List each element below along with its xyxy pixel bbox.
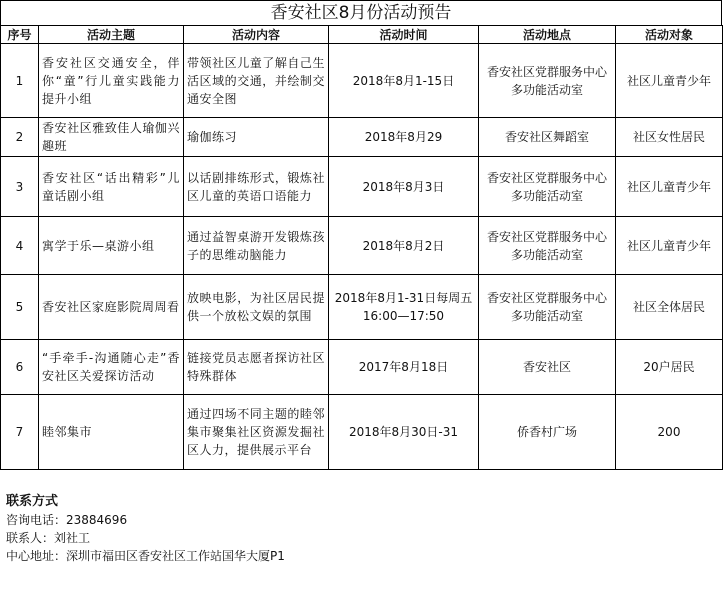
cell-num: 5 <box>1 275 39 340</box>
cell-time: 2018年8月2日 <box>329 217 479 275</box>
header-place: 活动地点 <box>479 26 616 44</box>
cell-place: 香安社区党群服务中心多功能活动室 <box>479 44 616 118</box>
cell-place: 侨香村广场 <box>479 395 616 470</box>
cell-audience: 社区儿童青少年 <box>616 44 723 118</box>
cell-num: 4 <box>1 217 39 275</box>
cell-audience: 20户居民 <box>616 340 723 395</box>
cell-topic: 香安社区雅致佳人瑜伽兴趣班 <box>39 118 184 157</box>
cell-topic: 香安社区交通安全，伴你“童”行儿童实践能力提升小组 <box>39 44 184 118</box>
cell-num: 1 <box>1 44 39 118</box>
cell-time: 2017年8月18日 <box>329 340 479 395</box>
cell-place: 香安社区党群服务中心多功能活动室 <box>479 217 616 275</box>
cell-place: 香安社区舞蹈室 <box>479 118 616 157</box>
table-row <box>1 340 723 395</box>
cell-topic: 寓学于乐—桌游小组 <box>39 217 184 275</box>
cell-topic: 香安社区家庭影院周周看 <box>39 275 184 340</box>
cell-content: 以话剧排练形式，锻炼社区儿童的英语口语能力 <box>184 157 329 217</box>
cell-num: 7 <box>1 395 39 470</box>
cell-place: 香安社区 <box>479 340 616 395</box>
cell-content: 链接党员志愿者探访社区特殊群体 <box>184 340 329 395</box>
cell-place: 香安社区党群服务中心多功能活动室 <box>479 275 616 340</box>
cell-time: 2018年8月1-15日 <box>329 44 479 118</box>
contact-address: 中心地址：深圳市福田区香安社区工作站国华大厦P1 <box>6 549 285 563</box>
cell-content: 通过益智桌游开发锻炼孩子的思维动脑能力 <box>184 217 329 275</box>
cell-content: 通过四场不同主题的睦邻集市聚集社区资源发掘社区人力，提供展示平台 <box>184 395 329 470</box>
cell-topic: 睦邻集市 <box>39 395 184 470</box>
cell-topic: “手牵手-沟通随心走”香安社区关爱探访活动 <box>39 340 184 395</box>
activity-table <box>0 25 723 470</box>
cell-audience: 社区女性居民 <box>616 118 723 157</box>
cell-content: 放映电影，为社区居民提供一个放松文娱的氛围 <box>184 275 329 340</box>
cell-audience: 200 <box>616 395 723 470</box>
cell-audience: 社区儿童青少年 <box>616 217 723 275</box>
table-row <box>1 395 723 470</box>
cell-num: 2 <box>1 118 39 157</box>
header-audience: 活动对象 <box>616 26 723 44</box>
cell-topic: 香安社区“话出精彩”儿童话剧小组 <box>39 157 184 217</box>
header-content: 活动内容 <box>184 26 329 44</box>
cell-time: 2018年8月1-31日每周五 16:00—17:50 <box>329 275 479 340</box>
table-row <box>1 44 723 118</box>
header-num: 序号 <box>1 26 39 44</box>
cell-audience: 社区全体居民 <box>616 275 723 340</box>
cell-place: 香安社区党群服务中心多功能活动室 <box>479 157 616 217</box>
cell-num: 3 <box>1 157 39 217</box>
table-header-row <box>1 26 723 44</box>
contact-phone: 咨询电话：23884696 <box>6 513 128 527</box>
contact-section <box>6 493 285 565</box>
cell-time: 2018年8月3日 <box>329 157 479 217</box>
table-row <box>1 217 723 275</box>
header-time: 活动时间 <box>329 26 479 44</box>
table-row <box>1 157 723 217</box>
table-row <box>1 118 723 157</box>
header-topic: 活动主题 <box>39 26 184 44</box>
contact-person: 联系人：刘社工 <box>6 531 91 545</box>
cell-num: 6 <box>1 340 39 395</box>
table-row <box>1 275 723 340</box>
cell-content: 瑜伽练习 <box>184 118 329 157</box>
cell-content: 带领社区儿童了解自己生活区域的交通，并绘制交通安全图 <box>184 44 329 118</box>
cell-audience: 社区儿童青少年 <box>616 157 723 217</box>
cell-time: 2018年8月30日-31 <box>329 395 479 470</box>
sheet-title: 香安社区8月份活动预告 <box>0 0 722 25</box>
contact-heading: 联系方式 <box>6 494 59 509</box>
cell-time: 2018年8月29 <box>329 118 479 157</box>
